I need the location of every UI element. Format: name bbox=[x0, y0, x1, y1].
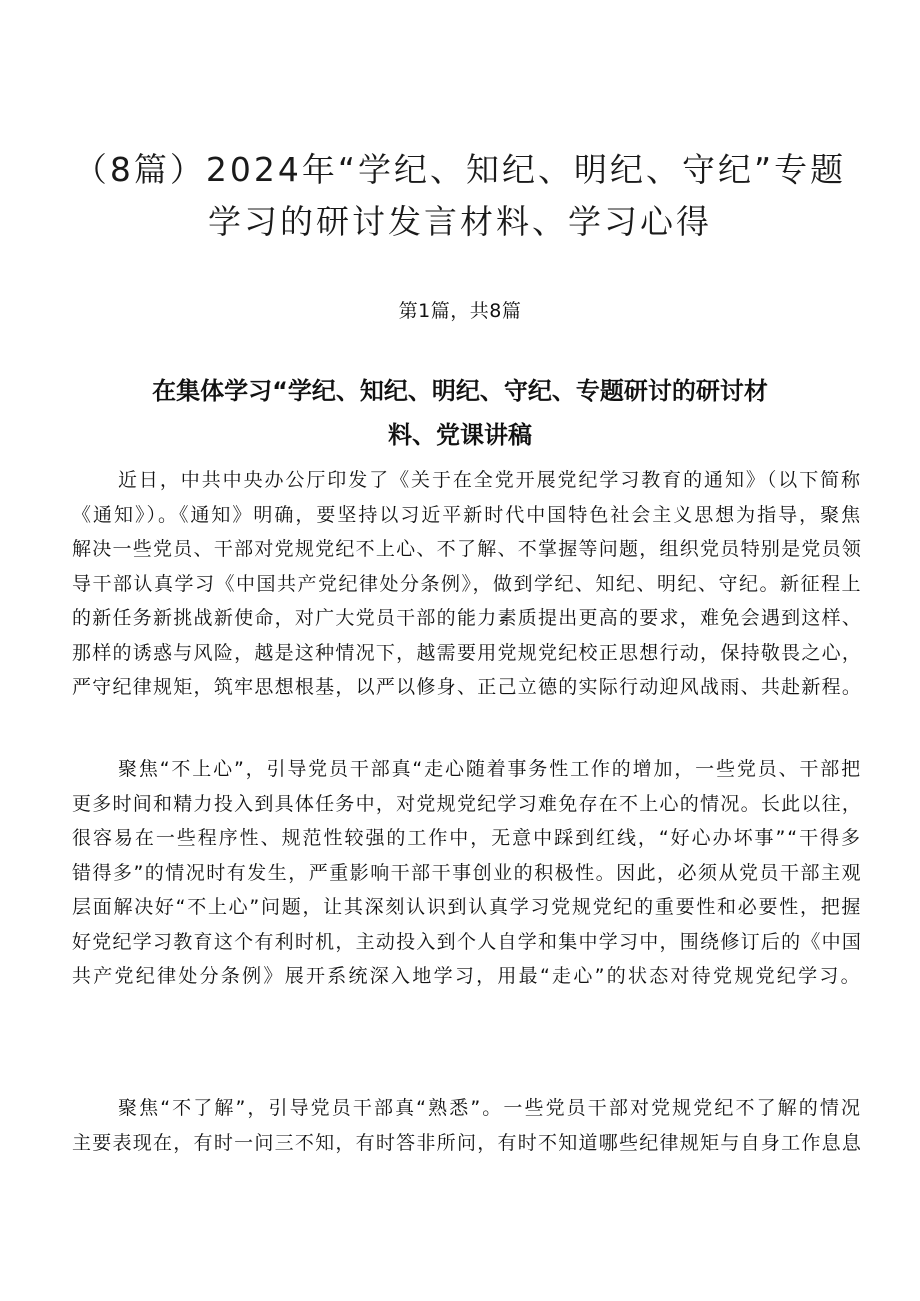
part-label: 第1篇，共8篇 bbox=[398, 300, 522, 322]
body-paragraph bbox=[72, 1091, 862, 1160]
paragraph-line: 主要表现在，有时一问三不知，有时答非所问，有时不知道哪些纪律规矩与自身工作息息 bbox=[72, 1131, 863, 1154]
section-title bbox=[90, 369, 830, 457]
paragraph-line: 近日，中共中央办公厅印发了《关于在全党开展党纪学习教育的通知》（以下简称 bbox=[118, 469, 862, 491]
paragraph-line: 层面解决好“不上心”问题，让其深刻认识到认真学习党规党纪的重要性和必要性，把握 bbox=[72, 896, 863, 918]
paragraph-line: 聚焦“不了解”，引导党员干部真“熟悉”。一些党员干部对党规党纪不了解的情况 bbox=[118, 1097, 863, 1119]
paragraph-line: 很容易在一些程序性、规范性较强的工作中，无意中踩到红线，“好心办坏事”“干得多 bbox=[72, 827, 862, 849]
body-paragraph bbox=[72, 752, 862, 994]
section-title-line: 在集体学习“学纪、知纪、明纪、守纪、专题研讨的研讨材 bbox=[152, 376, 768, 405]
paragraph-line: 严守纪律规矩，筑牢思想根基，以严以修身、正己立德的实际行动迎风战雨、共赴新程。 bbox=[72, 676, 863, 698]
paragraph-line: 好党纪学习教育这个有利时机，主动投入到个人自学和集中学习中，围绕修订后的《中国 bbox=[72, 930, 863, 953]
paragraph-line: 错得多”的情况时有发生，严重影响干部干事创业的积极性。因此，必须从党员干部主观 bbox=[72, 861, 862, 884]
paragraph-line: 那样的诱惑与风险，越是这种情况下，越需要用党规党纪校正思想行动，保持敬畏之心， bbox=[72, 641, 863, 664]
document-title-line: （8篇）2024年“学纪、知纪、明纪、守纪”专题 bbox=[73, 150, 847, 190]
paragraph-line: 聚焦“不上心”，引导党员干部真“走心随着事务性工作的增加，一些党员、干部把 bbox=[118, 758, 862, 780]
body-paragraph bbox=[72, 463, 862, 705]
document-title-line: 学习的研讨发言材料、学习心得 bbox=[208, 202, 712, 242]
paragraph-line: 更多时间和精力投入到具体任务中，对党规党纪学习难免存在不上心的情况。长此以往， bbox=[72, 792, 863, 815]
document-title bbox=[60, 144, 860, 248]
paragraph-line: 解决一些党员、干部对党规党纪不上心、不了解、不掌握等问题，组织党员特别是党员领 bbox=[72, 538, 863, 560]
paragraph-line: 《通知》）。《通知》明确，要坚持以习近平新时代中国特色社会主义思想为指导，聚焦 bbox=[72, 503, 863, 526]
paragraph-line: 共产党纪律处分条例》展开系统深入地学习，用最“走心”的状态对待党规党纪学习。 bbox=[72, 965, 862, 987]
section-title-line: 料、党课讲稿 bbox=[388, 420, 532, 449]
paragraph-line: 的新任务新挑战新使命，对广大党员干部的能力素质提出更高的要求，难免会遇到这样、 bbox=[72, 607, 863, 629]
paragraph-line: 导干部认真学习《中国共产党纪律处分条例》，做到学纪、知纪、明纪、守纪。新征程上 bbox=[72, 572, 863, 595]
